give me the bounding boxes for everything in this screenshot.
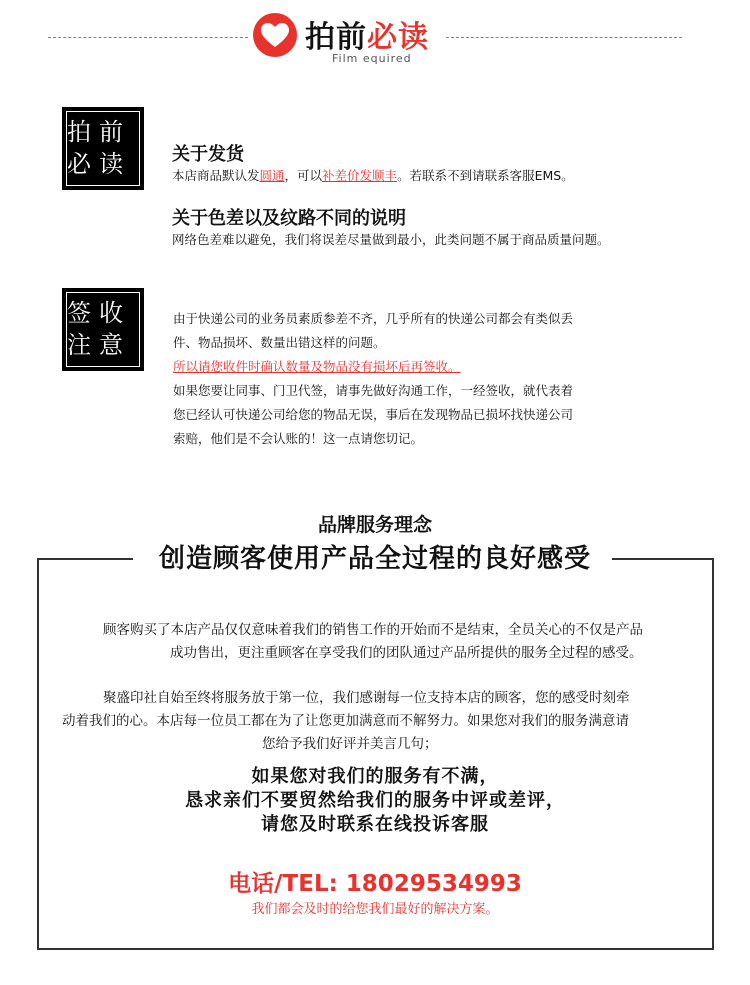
- color-text: 网络色差难以避免，我们将误差尽量做到最小，此类问题不属于商品质量问题。: [172, 232, 610, 247]
- brand-paragraph-1-line: 顾客购买了本店产品仅仅意味着我们的销售工作的开始而不是结束，全员关心的不仅是产品: [103, 622, 643, 638]
- badge-text-line1: 拍前: [67, 118, 131, 146]
- shipping-link-sf[interactable]: 补差价发顺丰: [322, 168, 398, 183]
- badge-delivery-notice: [62, 288, 144, 371]
- shipping-link-yto[interactable]: 圆通: [259, 168, 285, 183]
- page-subtitle: Film equired: [332, 52, 412, 65]
- color-heading: 关于色差以及纹路不同的说明: [172, 208, 406, 229]
- badge-text-line2: 注意: [67, 331, 131, 359]
- badge-pre-purchase: [62, 107, 144, 190]
- brand-title: 品牌服务理念: [317, 514, 432, 536]
- page-title: [305, 12, 429, 56]
- shipping-text-3: 。若联系不到请联系客服EMS。: [397, 168, 574, 183]
- complaint-emphasis: 如果您对我们的服务有不满，: [251, 766, 499, 787]
- notice-line: 如果您要让同事、门卫代签，请事先做好沟通工作，一经签收，就代表着: [173, 383, 574, 398]
- notice-line: 索赔，他们是不会认账的！这一点请您切记。: [173, 431, 424, 446]
- phone-number[interactable]: 电话/TEL: 18029534993: [228, 871, 522, 897]
- brand-paragraph-2-line: 动着我们的心。本店每一位员工都在为了让您更加满意而不解努力。如果您对我们的服务满意请: [62, 713, 629, 729]
- complaint-emphasis: 请您及时联系在线投诉客服: [261, 814, 489, 835]
- shipping-heading: 关于发货: [172, 144, 244, 165]
- complaint-emphasis: 恳求亲们不要贸然给我们的服务中评或差评，: [185, 790, 565, 811]
- shipping-text: [172, 166, 574, 184]
- brand-paragraph-2-line: 您给予我们好评并美言几句；: [262, 736, 438, 752]
- badge-text-line1: 签收: [67, 299, 131, 327]
- brand-paragraph-2-line: 聚盛印社自始至终将服务放于第一位，我们感谢每一位支持本店的顾客，您的感受时刻牵: [103, 690, 630, 706]
- page-title-red: 必读: [367, 20, 429, 55]
- heart-icon: [250, 12, 300, 58]
- notice-line: 件、物品损坏、数量出错这样的问题。: [173, 335, 386, 350]
- notice-line: 由于快递公司的业务员素质参差不齐，几乎所有的快递公司都会有类似丢: [173, 311, 574, 326]
- header-divider-left: [48, 37, 248, 38]
- phone-subtext: 我们都会及时的给您我们最好的解决方案。: [251, 902, 499, 917]
- shipping-text-1: 本店商品默认发: [172, 168, 260, 183]
- notice-line-warning: 所以请您收件时确认数量及物品没有损坏后再签收。: [173, 359, 461, 374]
- shipping-text-2: ，可以: [284, 168, 323, 183]
- brand-paragraph-1-line: 成功售出，更注重顾客在享受我们的团队通过产品所提供的服务全过程的感受。: [170, 645, 643, 661]
- badge-text-line2: 必读: [67, 150, 131, 178]
- brand-slogan: 创造顾客使用产品全过程的良好感受: [158, 544, 591, 574]
- notice-line: 您已经认可快递公司给您的物品无误，事后在发现物品已损坏找快递公司: [173, 407, 574, 422]
- page-title-black: 拍前: [305, 20, 367, 55]
- header-divider-right: [446, 37, 682, 38]
